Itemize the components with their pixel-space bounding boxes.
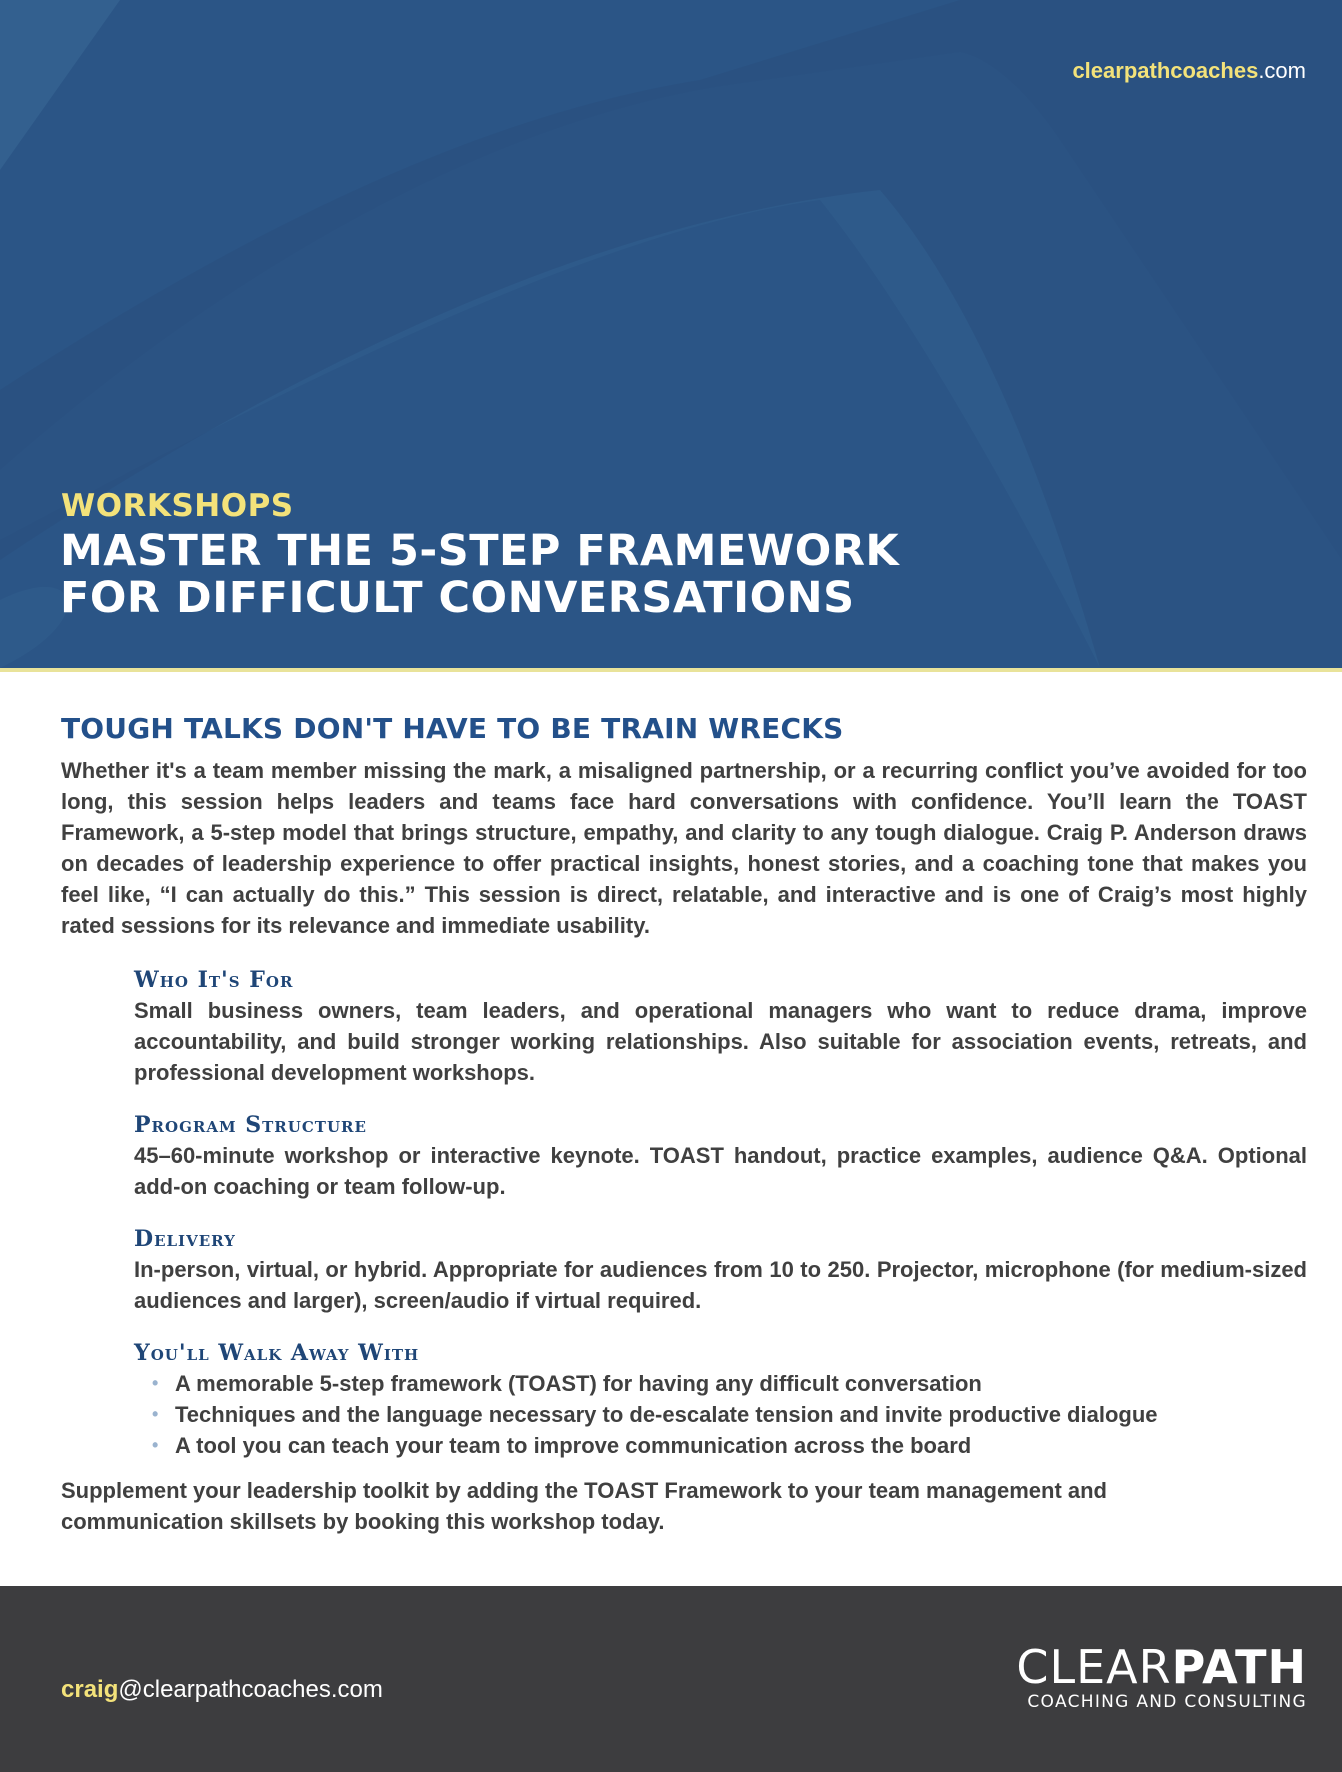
- footer: [0, 1586, 1342, 1772]
- section-who-its-for: [134, 967, 1307, 1088]
- section-text: 45–60-minute workshop or interactive keynote. TOAST handout, practice examples, audience Q&A. Optional add-on coaching or team follow-up.: [134, 1143, 1307, 1199]
- page-title: [60, 528, 1160, 622]
- main-content: [61, 712, 1307, 1537]
- takeaway-list: [134, 1368, 1307, 1461]
- list-item: • A memorable 5-step framework (TOAST) for having any difficult conversation: [134, 1368, 1307, 1399]
- page-title-line-2: FOR DIFFICULT CONVERSATIONS: [60, 573, 855, 623]
- list-item: • A tool you can teach your team to improve communication across the board: [134, 1430, 1307, 1461]
- section-walk-away-with: [134, 1340, 1307, 1461]
- company-logo: [1016, 1640, 1307, 1712]
- contact-email[interactable]: craig@clearpathcoaches.com: [61, 1676, 383, 1703]
- logo-tagline: COACHING AND CONSULTING: [1027, 1692, 1307, 1712]
- bullet-icon: •: [152, 1435, 159, 1455]
- section-text: Small business owners, team leaders, and operational managers who want to reduce drama, improve accountability, and build stronger working relationships. Also suitable for association events, retreats, and professional development workshops.: [134, 998, 1307, 1085]
- closing-paragraph: [61, 1475, 1307, 1537]
- logo-wordmark: CLEARPATH: [1016, 1640, 1307, 1694]
- hero-banner: [0, 0, 1342, 668]
- site-url[interactable]: clearpathcoaches.com: [1072, 58, 1306, 83]
- intro-paragraph: Whether it's a team member missing the mark, a misaligned partnership, or a recurring conflict you’ve avoided for too long, this session helps leaders and teams face hard conversations with confidence. You’ll learn the TOAST Framework, a 5-step model that brings structure, empathy, and clarity to any tough dialogue. Craig P. Anderson draws on decades of leadership experience to offer practical insights, honest stories, and a coaching tone that makes you feel like, “I can actually do this.” This session is direct, relatable, and interactive and is one of Craig’s most highly rated sessions for its relevance and immediate usability.: [61, 758, 1307, 938]
- closing-line-2: communication skillsets by booking this workshop today.: [61, 1509, 665, 1534]
- section-text: In-person, virtual, or hybrid. Appropriate for audiences from 10 to 250. Projector, microphone (for medium-sized audiences and larger), screen/audio if virtual required.: [134, 1257, 1307, 1313]
- eyebrow-label: WORKSHOPS: [61, 488, 294, 524]
- section-delivery: [134, 1226, 1307, 1316]
- hero-divider: [0, 668, 1342, 672]
- section-title: Program Structure: [134, 1112, 367, 1138]
- section-heading: TOUGH TALKS DON'T HAVE TO BE TRAIN WRECKS: [61, 712, 844, 745]
- closing-line-1: Supplement your leadership toolkit by adding the TOAST Framework to your team management and: [61, 1478, 1107, 1503]
- section-title: Delivery: [134, 1226, 236, 1252]
- section-title: You'll Walk Away With: [134, 1340, 420, 1366]
- page-title-line-1: MASTER THE 5-STEP FRAMEWORK: [60, 526, 900, 576]
- section-program-structure: [134, 1112, 1307, 1202]
- bullet-icon: •: [152, 1373, 159, 1393]
- section-title: Who It's For: [134, 967, 294, 993]
- list-item: • Techniques and the language necessary to de-escalate tension and invite productive dialogue: [134, 1399, 1307, 1430]
- bullet-icon: •: [152, 1404, 159, 1424]
